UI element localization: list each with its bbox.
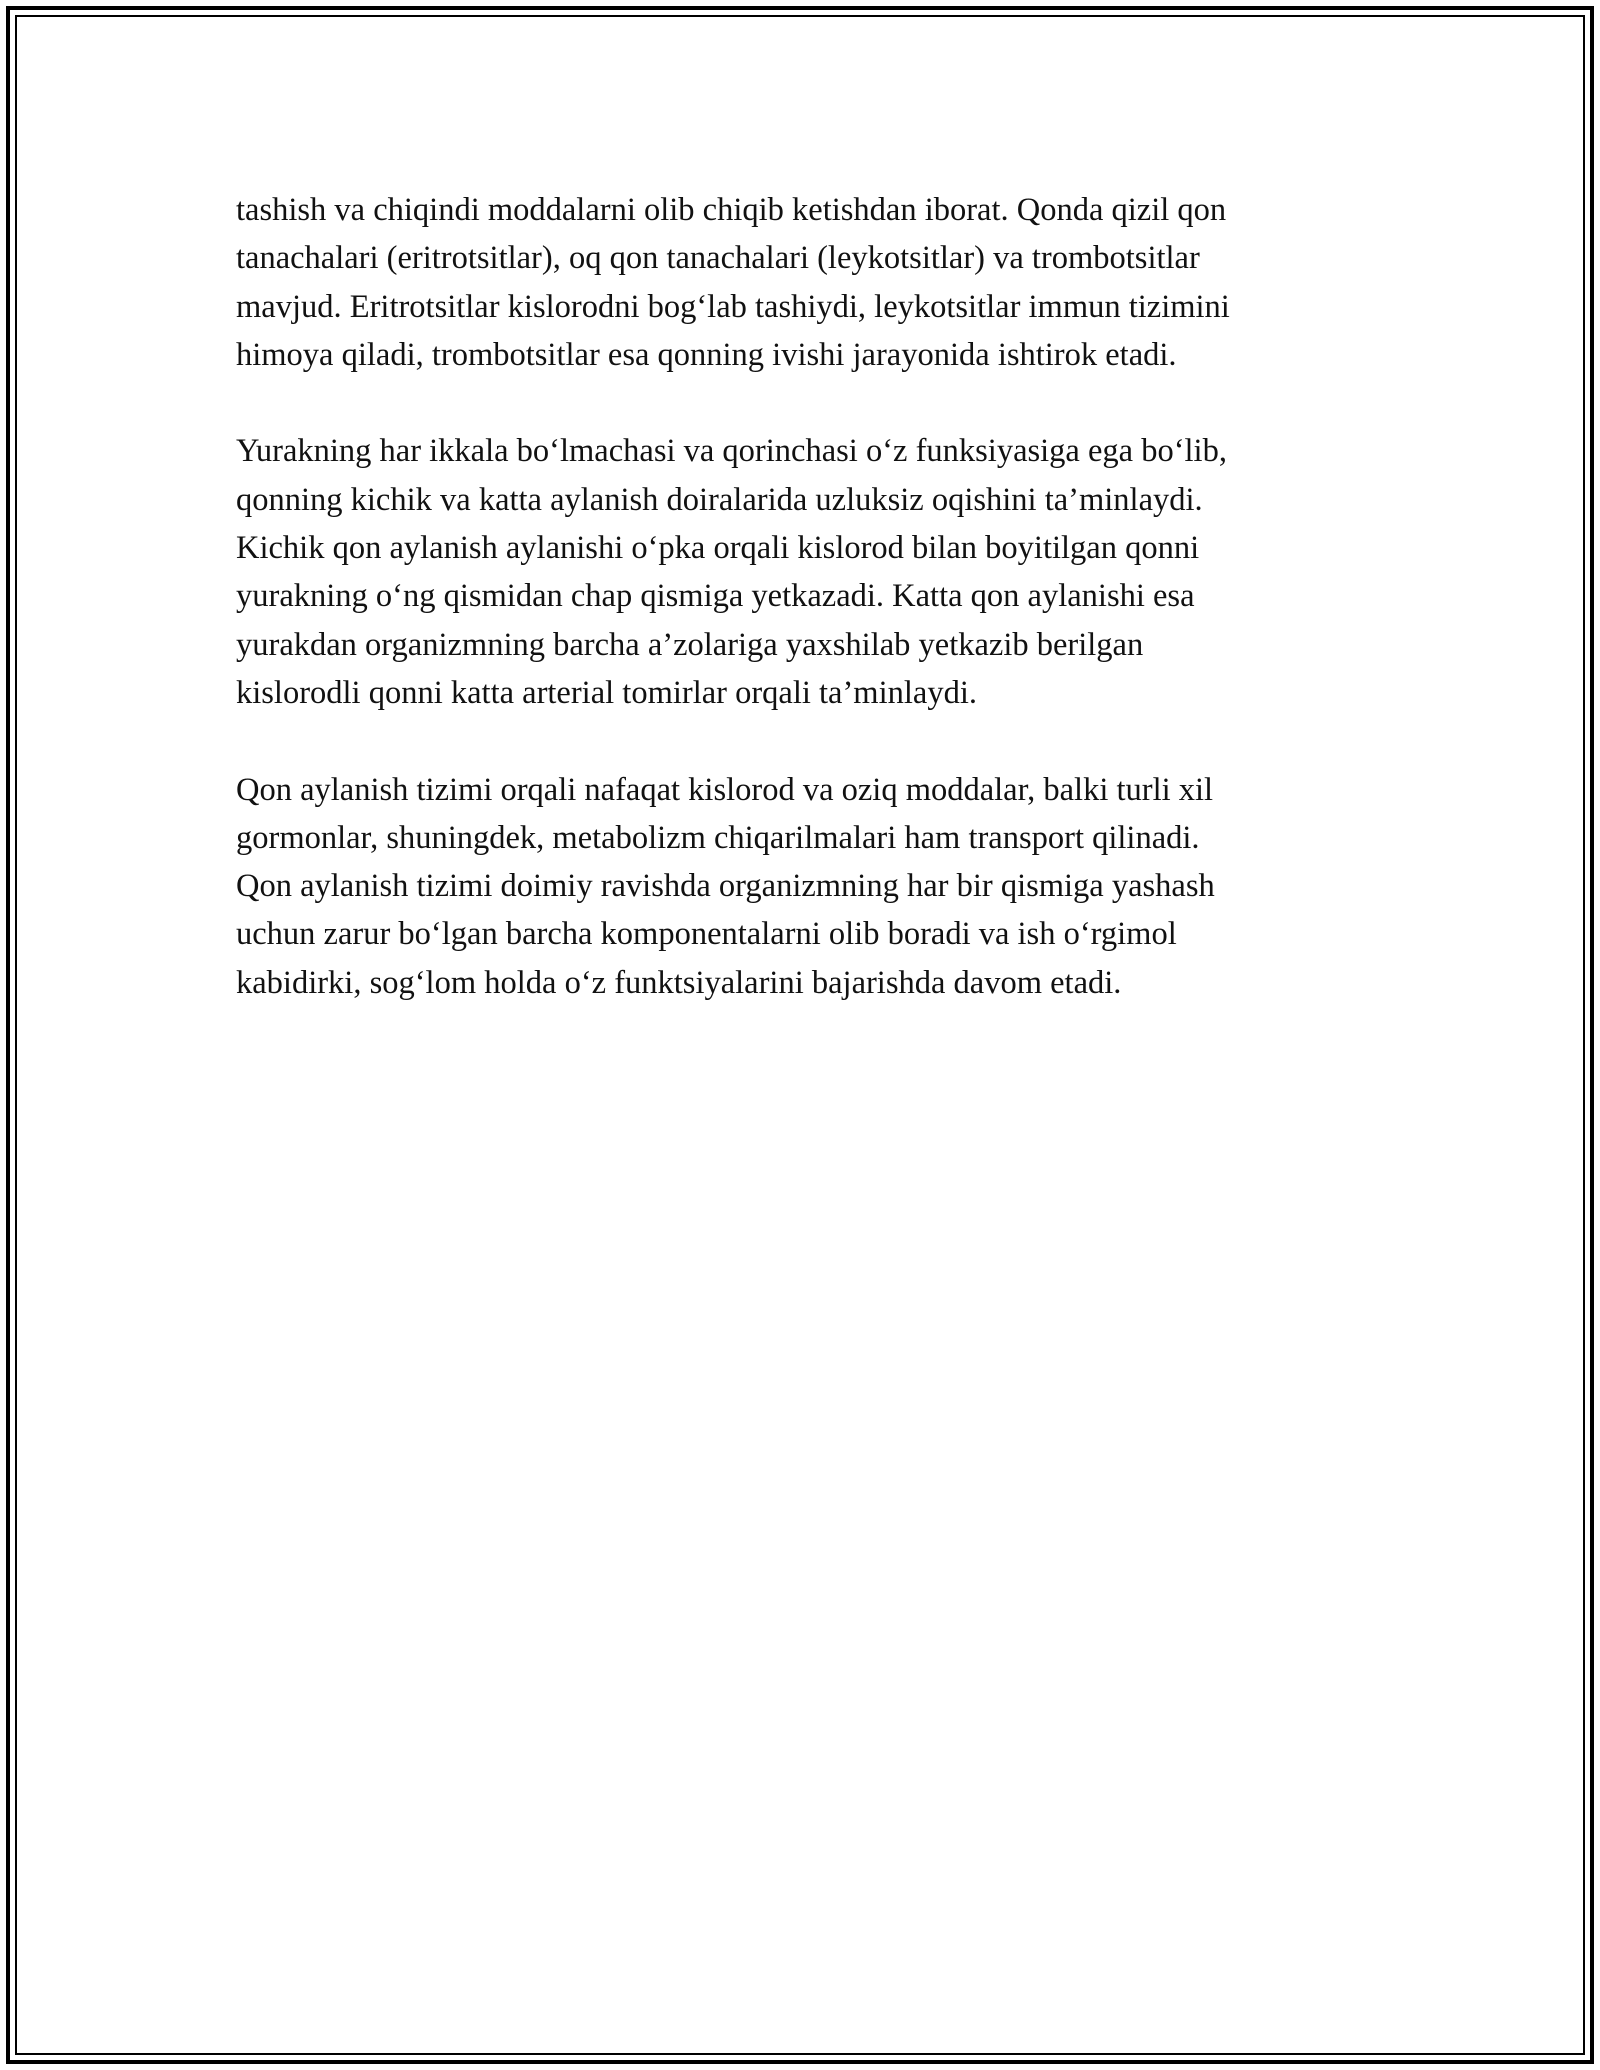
text-line: Qon aylanish tizimi orqali nafaqat kislorod va oziq moddalar, balki turli xil (236, 771, 1214, 808)
text-line: himoya qiladi, trombotsitlar esa qonning ivishi jarayonida ishtirok etadi. (236, 336, 1177, 373)
text-line: uchun zarur bo‘lgan barcha komponentalarni olib boradi va ish o‘rgimol (236, 916, 1177, 953)
text-line: tashish va chiqindi moddalarni olib chiqib ketishdan iborat. Qonda qizil qon (236, 192, 1227, 228)
text-line: tanachalari (eritrotsitlar), oq qon tanachalari (leykotsitlar) va trombotsitlar (236, 240, 1200, 277)
paragraph-blood-cells (236, 186, 1366, 379)
text-line: kislorodli qonni katta arterial tomirlar orqali ta’minlaydi. (236, 674, 977, 711)
text-line: Kichik qon aylanish aylanishi o‘pka orqali kislorod bilan boyitilgan qonni (236, 530, 1200, 567)
document-body (236, 186, 1366, 1055)
text-line: yurakdan organizmning barcha a’zolariga yaxshilab yetkazib berilgan (236, 626, 1144, 663)
text-line: gormonlar, shuningdek, metabolizm chiqarilmalari ham transport qilinadi. (236, 819, 1200, 856)
text-line: mavjud. Eritrotsitlar kislorodni bog‘lab tashiydi, leykotsitlar immun tizimini (236, 288, 1230, 325)
text-line: Yurakning har ikkala bo‘lmachasi va qorinchasi o‘z funksiyasiga ega bo‘lib, (236, 433, 1227, 470)
text-line: qonning kichik va katta aylanish doiralarida uzluksiz oqishini ta’minlaydi. (236, 481, 1203, 518)
text-line: yurakning o‘ng qismidan chap qismiga yetkazadi. Katta qon aylanishi esa (236, 578, 1195, 615)
paragraph-heart-circulation (236, 427, 1366, 717)
paragraph-transport-function (236, 766, 1366, 1007)
text-line: kabidirki, sog‘lom holda o‘z funktsiyalarini bajarishda davom etadi. (236, 964, 1122, 1001)
text-line: Qon aylanish tizimi doimiy ravishda organizmning har bir qismiga yashash (236, 868, 1215, 905)
